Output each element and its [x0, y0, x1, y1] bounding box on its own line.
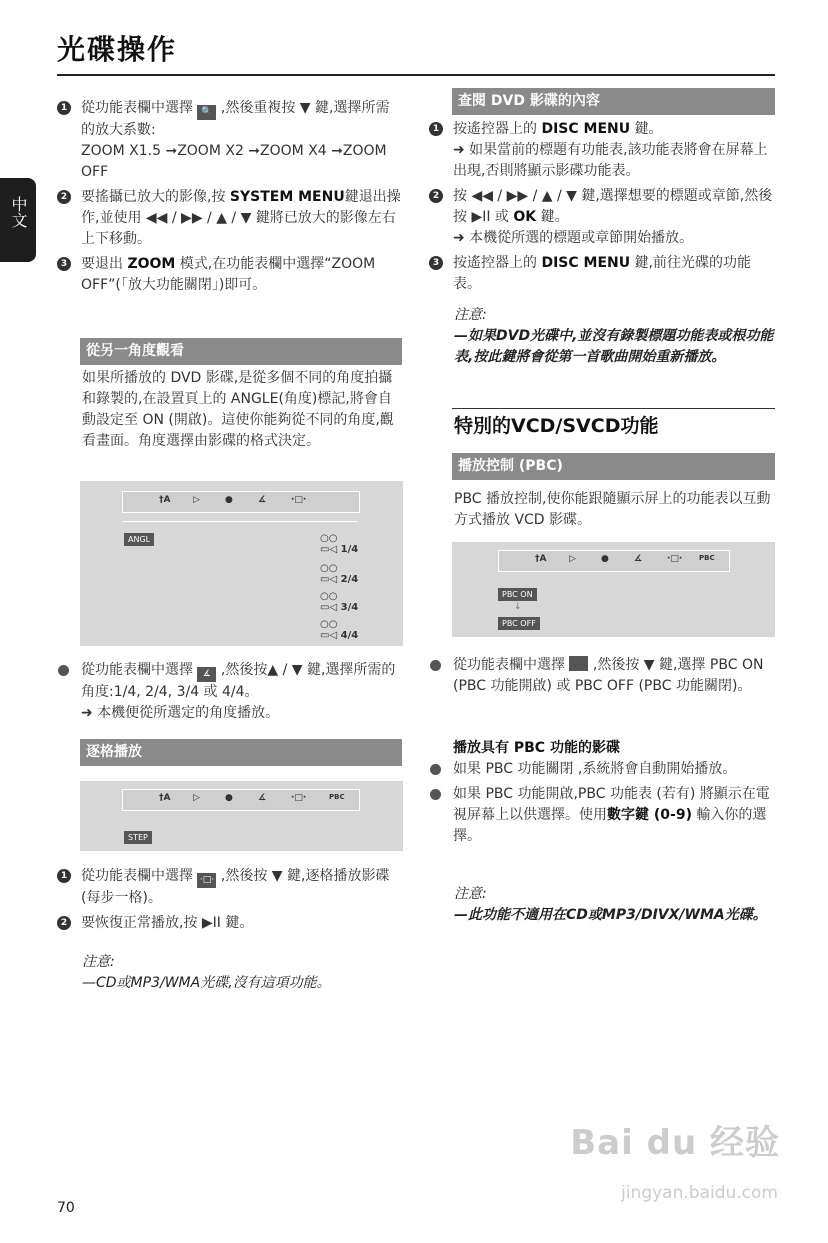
disc-item-3: 3 按遙控器上的 DISC MENU 鍵,前往光碟的功能表。	[429, 253, 775, 295]
left-note	[82, 952, 402, 994]
disc-section-header: 查閱 DVD 影碟的內容	[452, 88, 775, 115]
osd-audio-icon: †A	[535, 554, 547, 564]
note-label: 注意:	[82, 954, 115, 970]
osd-pbc-label: PBC	[699, 554, 715, 562]
step-item-1: 1 從功能表欄中選擇 ·□· ,然後按 ▼ 鍵,逐格播放影碟 (每步一格)。	[57, 866, 402, 909]
page-title: 光碟操作	[57, 33, 178, 66]
title-rule	[57, 74, 775, 76]
pbc-on-tag: PBC ON	[498, 588, 537, 601]
zoom-steps: ZOOM X1.5 ➞ZOOM X2 ➞ZOOM X4 ➞ZOOM OFF	[81, 143, 387, 180]
bullet-icon	[430, 660, 441, 671]
zoom-key: ZOOM	[127, 256, 176, 272]
osd-step-icon: ·□·	[291, 793, 307, 803]
osd-audio-icon: †A	[159, 793, 171, 803]
disc-item-2: 2 按 ◀◀ / ▶▶ / ▲ / ▼ 鍵,選擇想要的標題或章節,然後按 ▶II 或 OK 鍵。 ➜ 本機從所選的標題或章節開始播放。	[429, 186, 775, 249]
bullet-icon	[430, 789, 441, 800]
angle-osd-panel	[80, 481, 403, 646]
zoom-step-1: 1 從功能表欄中選擇 🔍 ,然後重複按 ▼ 鍵,選擇所需的放大系數: ZOOM X1.5 ➞ZOOM X2 ➞ZOOM X4 ➞ZOOM OFF	[57, 98, 402, 183]
osd-zoom-icon: ●	[601, 554, 609, 564]
pbc-effect-section	[429, 738, 775, 851]
note-label: 注意:	[454, 307, 487, 323]
effect-item-2: 如果 PBC 功能開啟,PBC 功能表 (若有) 將顯示在電視屏幕上以供選擇。使用數字鍵 (0-9) 輸入你的選擇。	[429, 784, 775, 847]
effect-item-1: 如果 PBC 功能關閉 ,系統將會自動開始播放。	[429, 759, 775, 780]
osd-angle-icon: ∡	[258, 793, 267, 803]
disc-menu-key: DISC MENU	[541, 121, 631, 137]
step-osd-panel	[80, 781, 403, 851]
language-tab-label: 中文	[9, 196, 28, 228]
angle-value-1: ○○ ▭◁ 1/4	[320, 533, 359, 555]
section-rule	[452, 408, 775, 409]
pbc-instructions	[429, 655, 775, 701]
step-tag: STEP	[124, 831, 152, 844]
osd-menu-bar	[122, 491, 360, 513]
right-note	[454, 305, 775, 368]
watermark-logo: Bai du 经验	[570, 1123, 780, 1163]
osd-angle-icon: ∡	[258, 495, 267, 505]
step-number-2: 2	[57, 916, 71, 930]
zoom-icon: 🔍	[197, 105, 216, 120]
pbc-section-header: 播放控制 (PBC)	[452, 453, 775, 480]
osd-menu-bar	[498, 550, 730, 572]
step-number-3: 3	[57, 257, 71, 271]
system-menu-key: SYSTEM MENU	[229, 189, 345, 205]
left-column	[57, 98, 402, 300]
step-number-1: 1	[57, 869, 71, 883]
osd-step-icon: ·□·	[291, 495, 307, 505]
angle-value-4: ○○ ▭◁ 4/4	[320, 619, 359, 641]
page-number: 70	[57, 1200, 75, 1216]
pbc-step: 從功能表欄中選擇 ,然後按 ▼ 鍵,選擇 PBC ON (PBC 功能開啟) 或 PBC OFF (PBC 功能關閉)。	[429, 655, 775, 697]
osd-play-icon: ▷	[193, 793, 200, 803]
osd-zoom-icon: ●	[225, 495, 233, 505]
pbc-off-tag: PBC OFF	[498, 617, 540, 630]
step-item-2: 2 要恢復正常播放,按 ▶II 鍵。	[57, 913, 402, 934]
angle-section-header: 從另一角度觀看	[80, 338, 402, 365]
disc-instructions	[429, 119, 775, 299]
angle-instructions	[57, 660, 402, 728]
zoom-step-3: 3 要退出 ZOOM 模式,在功能表欄中選擇“ZOOM OFF”(「放大功能關閉」)即可。	[57, 254, 402, 296]
step-instructions	[57, 866, 402, 938]
osd-menu-bar	[122, 789, 360, 811]
note-label: 注意:	[454, 886, 487, 902]
pbc-icon	[569, 656, 588, 671]
angle-tag: ANGL	[124, 533, 154, 546]
number-keys: 數字鍵 (0-9)	[607, 807, 692, 823]
osd-audio-icon: †A	[159, 495, 171, 505]
zoom-step-2: 2 要搖攝已放大的影像,按 SYSTEM MENU鍵退出操作,並使用 ◀◀ / ▶▶ / ▲ / ▼ 鍵將已放大的影像左右上下移動。	[57, 187, 402, 250]
osd-angle-icon: ∡	[634, 554, 643, 564]
step-icon: ·□·	[197, 873, 216, 888]
angle-value-3: ○○ ▭◁ 3/4	[320, 591, 359, 613]
angle-step: 從功能表欄中選擇 ∡ ,然後按▲ / ▼ 鍵,選擇所需的角度:1/4, 2/4, 3/4 或 4/4。 ➜ 本機便從所選定的角度播放。	[57, 660, 402, 724]
ok-key: OK	[513, 209, 537, 225]
note-text: —此功能不適用在CD或MP3/DIVX/WMA光碟。	[454, 907, 767, 923]
watermark-url: jingyan.baidu.com	[621, 1183, 778, 1203]
step-number-2: 2	[429, 189, 443, 203]
angle-value-2: ○○ ▭◁ 2/4	[320, 563, 359, 585]
angle-icon: ∡	[197, 667, 216, 682]
osd-zoom-icon: ●	[225, 793, 233, 803]
down-arrow-icon: ↓	[514, 602, 522, 612]
disc-item-1: 1 按遙控器上的 DISC MENU 鍵。 ➜ 如果當前的標題有功能表,該功能表將會在屏幕上出現,否則將顯示影碟功能表。	[429, 119, 775, 182]
osd-pbc-label: PBC	[329, 793, 345, 801]
osd-step-icon: ·□·	[667, 554, 683, 564]
disc-menu-key: DISC MENU	[541, 255, 631, 271]
right-note-2	[454, 884, 775, 926]
pbc-osd-panel	[452, 542, 775, 637]
vcd-section-title: 特別的VCD/SVCD功能	[454, 415, 659, 437]
osd-play-icon: ▷	[569, 554, 576, 564]
step-section-header: 逐格播放	[80, 739, 402, 766]
bullet-icon	[58, 665, 69, 676]
angle-body: 如果所播放的 DVD 影碟,是從多個不同的角度拍攝和錄製的,在設置頁上的 ANGLE(角度)標記,將會自動設定至 ON (開啟)。這使你能夠從不同的角度,觀看畫面。角度選擇由影碟的格式決定。	[82, 370, 394, 449]
bullet-icon	[430, 764, 441, 775]
pbc-body: PBC 播放控制,使你能跟隨顯示屏上的功能表以互動方式播放 VCD 影碟。	[454, 491, 771, 528]
step-number-1: 1	[57, 101, 71, 115]
step-number-2: 2	[57, 190, 71, 204]
effect-title: 播放具有 PBC 功能的影碟	[453, 740, 620, 756]
note-text: —CD或MP3/WMA光碟,沒有這項功能。	[82, 975, 331, 991]
step-number-1: 1	[429, 122, 443, 136]
step-number-3: 3	[429, 256, 443, 270]
language-tab[interactable]	[0, 178, 36, 262]
osd-play-icon: ▷	[193, 495, 200, 505]
note-text: —如果DVD光碟中,並沒有錄製標題功能表或根功能表,按此鍵將會從第一首歌曲開始重新播放。	[454, 328, 774, 365]
